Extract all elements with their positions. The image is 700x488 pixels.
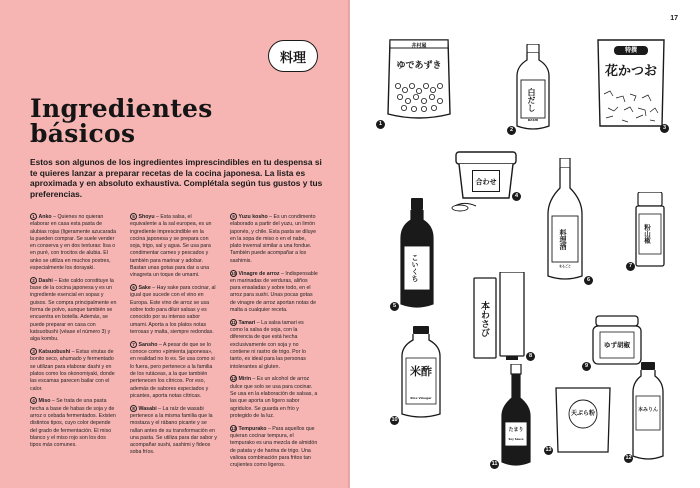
kanji-badge: 料理 <box>268 40 318 72</box>
shoyu-label: こいくち <box>411 254 419 282</box>
entry-number: 6 <box>130 284 137 291</box>
sansho-canister-illustration <box>628 192 668 269</box>
entry-name: Tamari <box>238 319 256 326</box>
entry-text: – Esta salsa, el equivalente a la sal europea, es un ingrediente imprescindible en la cocina japonesa y se prepara con soja, trigo, sal y agua. Se usa para condimentar carnes y pescados y también para marinar y adobar. Bastan unas gotas para dar a una vinagreta un toque de umami. <box>130 214 212 279</box>
entry-number: 1 <box>30 213 37 220</box>
sansho-label: 粉山椒 <box>643 224 651 244</box>
entry-text: – Estas virutas de bonito seco, ahumado y fermentado se utilizan para elaborar dashi y en platos como los okonomiyaki, donde las escamas parecen bailar con el calor. <box>30 349 115 392</box>
rice-vinegar-label: 米酢 <box>410 365 432 378</box>
entry-number: 12 <box>231 376 237 382</box>
dashi-small-label: DASHI <box>527 118 539 122</box>
title-line-1: Ingredientes <box>30 94 213 123</box>
sake-small-label: まるごと <box>558 264 571 268</box>
column-2 <box>130 213 218 461</box>
entry-number: 4 <box>30 397 37 404</box>
entry-name: Anko <box>38 214 52 220</box>
shoyu-bottle-illustration <box>392 198 436 310</box>
entry-text: – La salsa tamari es como la salsa de soja, con la diferencia de que está hecha exclusivamente con soja y no contiene ni rastro de trigo. Por lo tanto, es ideal para las personas intolerantes al gluten. <box>230 319 306 370</box>
entry-katsuobushi <box>30 348 118 393</box>
entry-number: 9 <box>230 213 237 220</box>
entry-text: – A pesar de que se lo conoce como «pimienta japonesa», en realidad no lo es. Se usa como si lo fuera, pero pertenece a la familia de los rutáceas, a la que también pertenecen los cítricos. Por eso, además de sabores especiados y picantes, aporta notas cítricas. <box>130 341 215 399</box>
entry-miso <box>30 397 118 449</box>
tempurako-label: 天ぷら粉 <box>570 410 595 417</box>
mirin-bottle-illustration <box>625 362 666 462</box>
entry-number: 11 <box>231 319 236 325</box>
tamari-small-label: Soy Sauce <box>508 438 524 441</box>
rice-vinegar-small-label: Rice Vinegar <box>410 396 432 400</box>
entry-shoyu <box>130 213 218 280</box>
entry-wasabi <box>130 405 218 457</box>
entry-yuzu-kosho <box>230 213 318 265</box>
entry-name: Wasabi <box>138 405 157 412</box>
tempurako-bag-illustration <box>545 384 614 456</box>
item-number-2: 2 <box>507 126 516 135</box>
item-number-8: 8 <box>526 352 535 361</box>
mirin-label: 本みりん <box>637 407 658 413</box>
entry-name: Yuzu kosho <box>238 214 268 220</box>
tamari-label: たまり <box>508 427 524 433</box>
entry-text: – La raíz de wasabi pertenece a la misma familia que la mostaza y el rábano picante y se rallan antes de su transformación en una pasta. Se utiliza para dar sabor y acompañar sushi, sashimi y fideos soba fríos. <box>130 405 217 456</box>
dashi-bottle-illustration <box>509 44 553 133</box>
intro-paragraph: Estos son algunos de los ingredientes imprescindibles en tu despensa si te quieres lanzar a preparar recetas de la cocina japonesa. La lista es aproximada y en absoluto exhaustiva. Complétala según tus gustos y tus preferencias. <box>30 157 323 199</box>
sake-label: 料理酒 <box>559 228 567 250</box>
right-page <box>350 0 700 488</box>
anko-package-illustration <box>378 34 454 127</box>
entry-text: – Es un condimento elaborado a partir del yuzu, un limón japonés, y chile. Esta pasta se diluye en la sopa de miso o en el nabe, plato invernal similar a una fondue. También puede acompañar a los sashimis. <box>230 214 317 264</box>
tempurako-bag-drawing <box>552 384 614 456</box>
column-3 <box>230 213 318 474</box>
entry-name: Tempurako <box>238 425 267 432</box>
ingredient-columns <box>30 213 330 469</box>
tamari-bottle-drawing <box>496 364 536 468</box>
entry-text: – Para aquellos que quieran cocinar tempura, el tempurako es una mezcla de almidón de patata y de harina de trigo. Una valiosa combinación para fritos tan crujientes como ligeros. <box>230 425 318 469</box>
anko-label: ゆであずき <box>396 61 442 71</box>
entry-text: – Este caldo constituye la base de la cocina japonesa y es un ingrediente esencial en sopas y guisos. Se compra principalmente en forma de polvo, aunque también se encuentra en botella. Además, se puede preparar en casa con katsuobushi (véase el número 3) y alga kombu. <box>30 277 117 343</box>
entry-name: Mirin <box>238 376 252 383</box>
entry-name: Miso <box>38 398 51 405</box>
entry-number: 10 <box>231 270 237 276</box>
item-number-10: 10 <box>391 417 398 423</box>
entry-vinagre-de-arroz <box>230 270 318 315</box>
katsuobushi-package-illustration <box>594 36 668 132</box>
page-title <box>30 96 330 146</box>
column-1 <box>30 213 118 454</box>
miso-label: 合わせ <box>472 170 500 192</box>
entry-name: Vinagre de arroz <box>238 270 280 277</box>
yuzu-kosho-jar-illustration <box>584 312 646 369</box>
title-line-2: básicos <box>30 119 136 148</box>
entry-text: – Indispensable en marinadas de verduras, aliños para ensaladas y sobre todo, en el arroz para sushi. Unas pocas gotas de vinagre de arroz aportan notas de malta a cualquier receta. <box>230 270 318 314</box>
item-number-5: 5 <box>390 302 399 311</box>
page-number: 17 <box>670 15 678 22</box>
item-number-6: 6 <box>584 276 593 285</box>
item-number-3: 3 <box>660 124 669 133</box>
wasabi-label: 本わさび <box>479 301 489 337</box>
tamari-bottle-illustration <box>491 364 536 468</box>
entry-number: 13 <box>231 425 237 431</box>
entry-name: Dashi <box>38 277 53 284</box>
entry-text: – Se trata de una pasta hecha a base de habas de soja y de arroz o cebada fermentados. Existen distintos tipos, cuyo color depende del grado de fermentación. El miso blanco y el miso rojo son los dos tipos más comunes. <box>30 398 116 449</box>
sake-bottle-illustration <box>544 158 591 283</box>
entry-tamari <box>230 319 318 371</box>
entry-anko <box>30 213 118 272</box>
entry-mirin <box>230 375 318 420</box>
item-number-11: 11 <box>491 461 498 467</box>
entry-text: – Es un alcohol de arroz dulce que solo se usa para cocinar. Se usa en la elaboración de salsas, a las que aporta un ligero sabor agridulce. Se guarda en frío y protegido de la luz. <box>230 376 318 419</box>
entry-text: – Quienes no quieran elaborar en casa esta pasta de alubias rojas (ligeramente azucarada la pueden comprar. Se suele vender en conserva y en dos texturas: lisa o en puré, con trocitos de alubia. El anko se utiliza en muchos postres, especialmente los dorayaki. <box>30 214 117 272</box>
item-number-7: 7 <box>626 262 635 271</box>
entry-sansho <box>130 341 218 400</box>
entry-number: 2 <box>30 277 37 284</box>
rice-vinegar-bottle-illustration <box>391 326 444 423</box>
dashi-label: 白だし <box>527 88 536 112</box>
item-number-12: 12 <box>625 455 632 461</box>
miso-tub-illustration <box>450 148 522 214</box>
anko-small-label: 井村屋 <box>411 43 427 49</box>
item-number-13: 13 <box>545 447 552 453</box>
entry-name: Katsuobushi <box>38 349 71 356</box>
item-number-4: 4 <box>512 192 521 201</box>
entry-number: 3 <box>30 348 37 355</box>
entry-name: Shoyu <box>138 214 155 220</box>
entry-sake <box>130 284 218 336</box>
entry-text: – Hay sake para cocinar, al igual que sucede con el vino en Europa. Este vino de arroz se usa sobre todo para diluir salsas y es conocido por su intenso sabor umami. Aporta a los platos notas terrosas y malta, siempre redondas. <box>130 285 216 335</box>
entry-tempurako <box>230 425 318 470</box>
katsuobushi-small-label: 特撰 <box>614 46 648 55</box>
entry-name: Sansho <box>138 341 158 348</box>
entry-number: 8 <box>130 405 137 412</box>
item-number-9: 9 <box>582 362 591 371</box>
entry-number: 7 <box>130 341 137 348</box>
katsuobushi-label: 花かつお <box>604 64 657 79</box>
wasabi-tube-illustration <box>470 272 532 360</box>
yuzu-kosho-label: ゆず胡椒 <box>604 341 630 349</box>
item-number-1: 1 <box>376 120 385 129</box>
entry-name: Sake <box>138 285 151 292</box>
entry-dashi <box>30 277 118 344</box>
entry-number: 5 <box>130 213 137 220</box>
